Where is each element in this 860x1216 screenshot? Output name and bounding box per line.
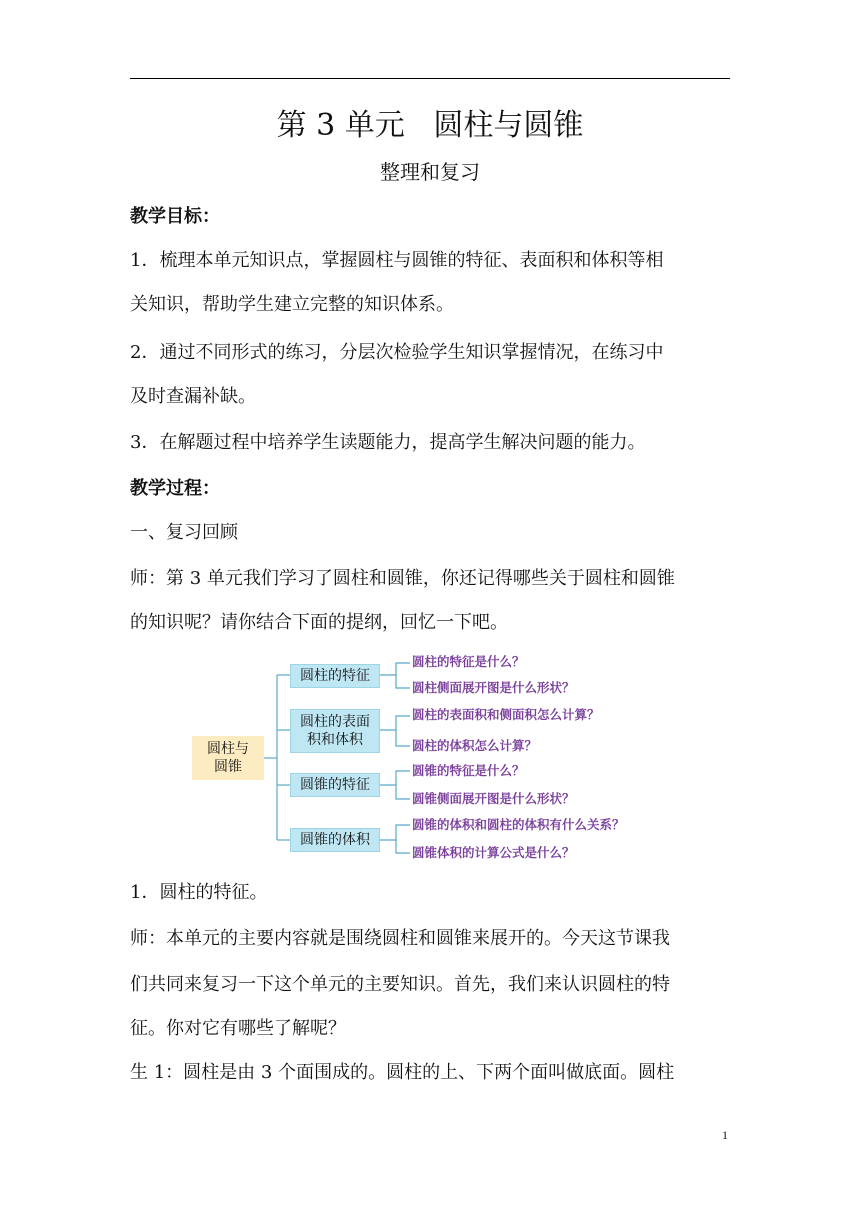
objective-line: 3．在解题过程中培养学生读题能力，提高学生解决问题的能力。 [130, 432, 646, 453]
connector-leaf [380, 663, 410, 675]
objective-line: 及时查漏补缺。 [130, 386, 256, 407]
connector-leaf [396, 785, 410, 799]
intro-line: 的知识呢？请你结合下面的提纲，回忆一下吧。 [130, 612, 508, 633]
question-item: 圆锥的体积和圆柱的体积有什么关系？ [412, 817, 625, 832]
question-item: 圆柱的体积怎么计算？ [412, 738, 538, 753]
page-number: 1 [722, 1128, 728, 1142]
objective-line: 1．梳理本单元知识点，掌握圆柱与圆锥的特征、表面积和体积等相 [130, 250, 664, 271]
connector-leaf [380, 716, 410, 730]
teacher-line: 征。你对它有哪些了解呢？ [130, 1018, 346, 1039]
question-item: 圆锥体积的计算公式是什么？ [412, 845, 575, 860]
intro-line: 师：第 3 单元我们学习了圆柱和圆锥，你还记得哪些关于圆柱和圆锥 [130, 568, 675, 589]
knowledge-mindmap [190, 650, 690, 866]
teacher-line: 师：本单元的主要内容就是围绕圆柱和圆锥来展开的。今天这节课我 [130, 928, 670, 949]
objective-line: 关知识，帮助学生建立完整的知识体系。 [130, 294, 454, 315]
question-item: 圆锥的特征是什么？ [412, 763, 525, 778]
question-item: 圆柱的特征是什么？ [412, 654, 525, 669]
title-topic: 圆柱与圆锥 [433, 108, 584, 143]
page-title [130, 104, 730, 148]
teacher-line: 们共同来复习一下这个单元的主要知识。首先，我们来认识圆柱的特 [130, 974, 670, 995]
item-heading: 1．圆柱的特征。 [130, 882, 268, 903]
category-cone-features: 圆锥的特征 [290, 773, 380, 797]
connector-leaf [396, 840, 410, 853]
objectives-heading: 教学目标： [130, 206, 220, 227]
title-unit: 第 3 单元 [276, 108, 405, 143]
connector-leaf [396, 730, 410, 746]
category-cylinder-features: 圆柱的特征 [290, 664, 380, 688]
connector-leaf [380, 825, 410, 840]
section-heading: 一、复习回顾 [130, 522, 238, 543]
category-cylinder-area-volume: 圆柱的表面 积和体积 [290, 709, 380, 753]
objective-line: 2．通过不同形式的练习，分层次检验学生知识掌握情况，在练习中 [130, 342, 664, 363]
header-rule [130, 78, 730, 79]
question-item: 圆柱的表面积和侧面积怎么计算？ [412, 707, 600, 722]
connector-leaf [380, 771, 410, 785]
category-cone-volume: 圆锥的体积 [290, 828, 380, 852]
mindmap-root: 圆柱与 圆锥 [192, 736, 264, 780]
connector-leaf [396, 675, 410, 688]
question-item: 圆柱侧面展开图是什么形状？ [412, 680, 575, 695]
page-subtitle: 整理和复习 [380, 160, 480, 184]
student-line: 生 1：圆柱是由 3 个面围成的。圆柱的上、下两个面叫做底面。圆柱 [130, 1062, 675, 1083]
question-item: 圆锥侧面展开图是什么形状？ [412, 791, 575, 806]
process-heading: 教学过程： [130, 478, 220, 499]
